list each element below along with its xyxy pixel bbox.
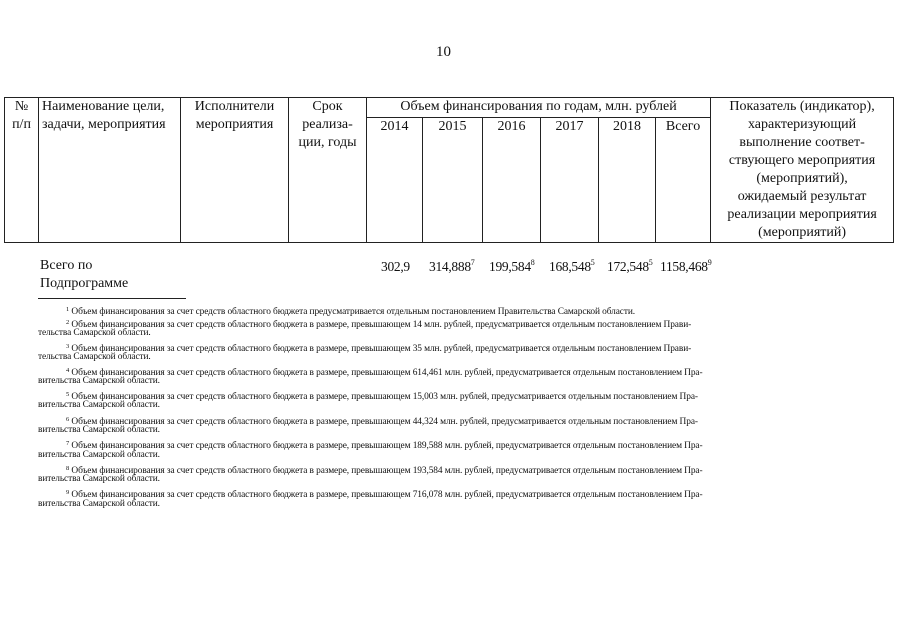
footnote-3-cont: тельства Самарской области. xyxy=(38,352,151,362)
footnote-5: $^5$ Объем финансирования за счет средств областного бюджета в размере, превышающем 15,003 млн. рублей, предусматривается отдельным постановлением Пра- xyxy=(66,391,698,402)
program-table xyxy=(4,97,894,243)
header-year-2014: 2014 xyxy=(367,118,423,243)
header-year-2015: 2015 xyxy=(423,118,483,243)
total-all: 1158,468$^9$ xyxy=(660,258,712,274)
footnote-6-cont: вительства Самарской области. xyxy=(38,425,160,435)
footnote-7-cont: вительства Самарской области. xyxy=(38,450,160,460)
footnote-3: $^3$ Объем финансирования за счет средств областного бюджета в размере, превышающем 35 млн. рублей, предусматривается отдельным постановлением Прави- xyxy=(66,343,692,354)
footnote-6: $^6$ Объем финансирования за счет средств областного бюджета в размере, превышающем 44,324 млн. рублей, предусматривается отдельным постановлением Пра- xyxy=(66,416,698,427)
footnote-9: $^9$ Объем финансирования за счет средств областного бюджета в размере, превышающем 716,078 млн. рублей, предусматривается отдельным постановлением Пра- xyxy=(66,489,703,500)
header-name: Наименование цели, задачи, мероприятия xyxy=(39,98,181,243)
header-term: Срок реализа- ции, годы xyxy=(289,98,367,243)
total-2016: 199,584$^8$ xyxy=(489,258,535,274)
footnote-4: $^4$ Объем финансирования за счет средств областного бюджета в размере, превышающем 614,461 млн. рублей, предусматривается отдельным постановлением Пра- xyxy=(66,367,703,378)
footnote-1: $^1$ Объем финансирования за счет средств областного бюджета предусматривается отдельным постановлением Правительства Самарской области. xyxy=(66,306,636,317)
header-year-2017: 2017 xyxy=(541,118,599,243)
header-indicator: Показатель (индикатор), характеризующий выполнение соответ- ствующего мероприятия (мероприятий), ожидаемый результат реализации мероприятия (мероприятий) xyxy=(711,98,894,243)
total-2018: 172,548$^5$ xyxy=(607,258,653,274)
footnote-4-cont: вительства Самарской области. xyxy=(38,376,160,386)
header-funding: Объем финансирования по годам, млн. рублей xyxy=(367,98,711,118)
footnote-9-cont: вительства Самарской области. xyxy=(38,499,160,509)
footnote-2-cont: тельства Самарской области. xyxy=(38,328,151,338)
totals-label: Всего по Подпрограмме xyxy=(40,258,129,291)
header-year-2016: 2016 xyxy=(483,118,541,243)
header-number: № п/п xyxy=(5,98,39,243)
footnote-8: $^8$ Объем финансирования за счет средств областного бюджета в размере, превышающем 193,584 млн. рублей, предусматривается отдельным постановлением Пра- xyxy=(66,465,703,476)
header-year-2018: 2018 xyxy=(599,118,656,243)
header-executors: Исполнители мероприятия xyxy=(181,98,289,243)
footnote-separator xyxy=(38,298,186,299)
total-2015: 314,888$^7$ xyxy=(429,258,475,274)
footnote-8-cont: вительства Самарской области. xyxy=(38,474,160,484)
footnote-2: $^2$ Объем финансирования за счет средств областного бюджета в размере, превышающем 14 млн. рублей, предусматривается отдельным постановлением Прави- xyxy=(66,319,692,330)
page-number: 10 xyxy=(436,44,451,60)
total-2017: 168,548$^5$ xyxy=(549,258,595,274)
total-2014: 302,9 xyxy=(381,259,410,274)
header-total: Всего xyxy=(656,118,711,243)
footnote-5-cont: вительства Самарской области. xyxy=(38,400,160,410)
footnote-7: $^7$ Объем финансирования за счет средств областного бюджета в размере, превышающем 189,588 млн. рублей, предусматривается отдельным постановлением Пра- xyxy=(66,440,703,451)
